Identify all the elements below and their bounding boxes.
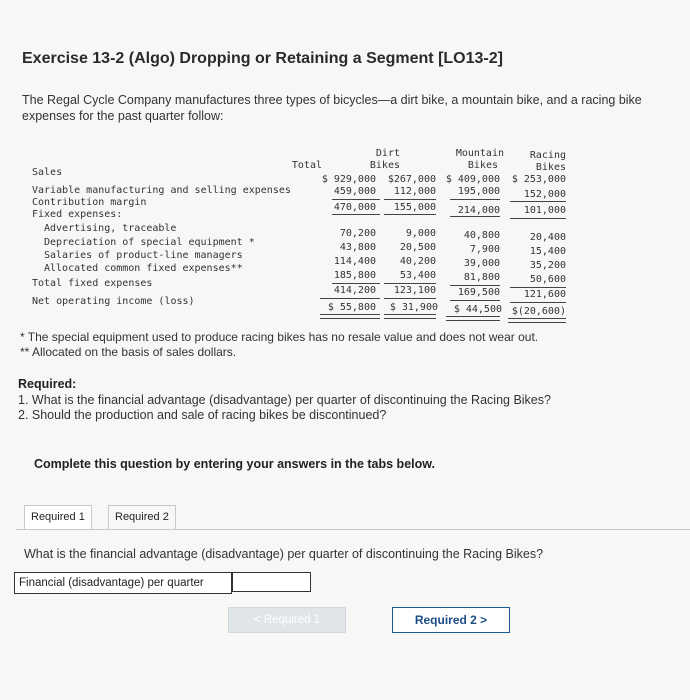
cell-mountain: 81,800 [463,272,500,283]
question-text: What is the financial advantage (disadvantage) per quarter of discontinuing the Racing Bikes? [24,547,544,561]
cell-total: $ 55,800 [327,302,376,313]
cell-racing: $ 253,000 [511,174,566,185]
cell-racing: 152,000 [523,189,566,200]
header-dirt-line2: Bikes [369,160,400,171]
tabs-divider [16,529,690,530]
subtotal-rule [320,298,380,299]
subtotal-rule [510,218,566,219]
subtotal-rule [332,214,380,215]
tabs-bar [16,505,690,531]
required-heading: Required: [18,377,77,391]
subtotal-rule [450,216,500,217]
required-item-2: 2. Should the production and sale of racing bikes be discontinued? [18,408,387,422]
subtotal-rule [450,199,500,200]
intro-line-1: The Regal Cycle Company manufactures three types of bicycles—a dirt bike, a mountain bike, and a racing bike [22,93,642,107]
total-double-rule [508,318,566,323]
required-item-1: 1. What is the financial advantage (disadvantage) per quarter of discontinuing the Racing Bikes? [18,393,551,407]
cell-racing: 121,600 [523,289,566,300]
subtotal-rule [510,201,566,202]
required-list [18,393,551,423]
prev-required-button[interactable]: < Required 1 [228,607,346,633]
row-label: Salaries of product-line managers [44,250,243,261]
cell-racing: 20,400 [529,232,566,243]
cell-total: 470,000 [333,202,376,213]
cell-dirt: 112,000 [393,186,436,197]
cell-dirt: $267,000 [387,174,436,185]
header-total: Total [291,160,322,171]
total-double-rule [384,314,436,319]
footnote-special-equipment: * The special equipment used to produce racing bikes has no resale value and does not wear out. [20,330,539,344]
row-label: Net operating income (loss) [32,296,195,307]
cell-dirt: 53,400 [399,270,436,281]
header-mountain-line1: Mountain [455,148,504,159]
financial-advantage-input[interactable] [231,572,311,592]
row-label: Contribution margin [32,197,147,208]
subtotal-rule [450,300,500,301]
header-mountain-line2: Bikes [467,160,498,171]
intro-paragraph [22,92,690,124]
cell-mountain: 169,500 [457,287,500,298]
row-label: Depreciation of special equipment * [44,237,255,248]
complete-instruction: Complete this question by entering your answers in the tabs below. [34,457,435,471]
row-label: Total fixed expenses [32,278,153,289]
subtotal-rule [450,285,500,286]
cell-dirt: 20,500 [399,242,436,253]
row-label: Variable manufacturing and selling expenses [32,185,291,196]
income-statement-table [32,148,572,320]
row-label: Advertising, traceable [44,223,177,234]
tab-required-1[interactable]: Required 1 [24,505,92,530]
subtotal-rule [384,298,436,299]
cell-dirt: 9,000 [405,228,436,239]
cell-mountain: $ 44,500 [453,304,502,315]
cell-racing: 15,400 [529,246,566,257]
row-label: Allocated common fixed expenses** [44,263,243,274]
cell-total: 114,400 [333,256,376,267]
footnotes [20,330,538,360]
row-label: Fixed expenses: [32,209,123,220]
cell-total: 414,200 [333,285,376,296]
header-racing-line2: Bikes [535,162,566,173]
subtotal-rule [510,287,566,288]
cell-total: 43,800 [339,242,376,253]
cell-total: 70,200 [339,228,376,239]
cell-total: 459,000 [333,186,376,197]
cell-dirt: 40,200 [399,256,436,267]
cell-dirt: 155,000 [393,202,436,213]
cell-racing: 101,000 [523,205,566,216]
subtotal-rule [384,199,436,200]
footnote-allocated: ** Allocated on the basis of sales dollars. [20,345,237,359]
cell-mountain: $ 409,000 [445,174,500,185]
cell-dirt: $ 31,900 [389,302,438,313]
subtotal-rule [510,302,566,303]
cell-mountain: 214,000 [457,205,500,216]
cell-dirt: 123,100 [393,285,436,296]
cell-mountain: 40,800 [463,230,500,241]
subtotal-rule [332,199,380,200]
row-label: Sales [32,167,63,178]
cell-racing: 50,600 [529,274,566,285]
next-required-button[interactable]: Required 2 > [392,607,510,633]
tab-required-2[interactable]: Required 2 [108,505,176,530]
cell-mountain: 195,000 [457,186,500,197]
intro-line-2: expenses for the past quarter follow: [22,109,224,123]
subtotal-rule [384,283,436,284]
page-title: Exercise 13-2 (Algo) Dropping or Retaining a Segment [LO13-2] [22,50,503,67]
cell-racing: 35,200 [529,260,566,271]
header-racing-line1: Racing [529,150,566,161]
answer-label: Financial (disadvantage) per quarter [14,572,232,594]
total-double-rule [320,314,380,319]
total-double-rule [446,316,500,321]
cell-mountain: 39,000 [463,258,500,269]
cell-total: $ 929,000 [321,174,376,185]
cell-mountain: 7,900 [469,244,500,255]
header-dirt-line1: Dirt [375,148,400,159]
subtotal-rule [384,214,436,215]
cell-racing: $(20,600) [511,306,566,317]
cell-total: 185,800 [333,270,376,281]
subtotal-rule [332,283,380,284]
